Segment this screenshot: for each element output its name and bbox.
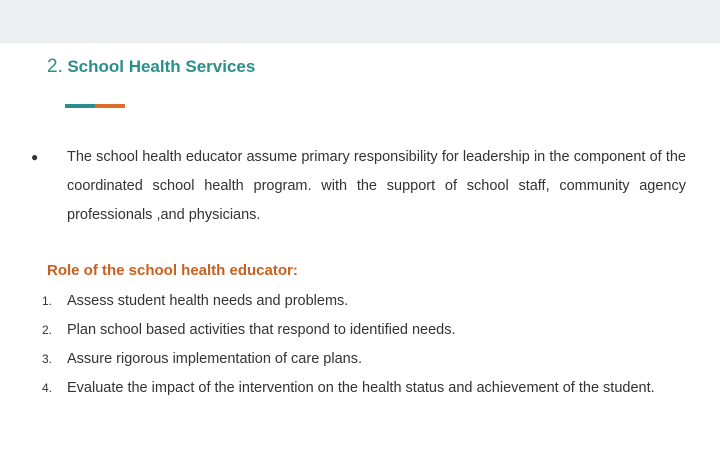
accent-bar-orange: [95, 104, 125, 108]
list-item: [0, 316, 720, 345]
list-item-text: Assess student health needs and problems.: [67, 293, 349, 309]
list-item: [0, 287, 720, 316]
role-list: [0, 287, 720, 403]
list-item: [0, 345, 720, 374]
list-item: [0, 374, 720, 403]
list-item-number: 4.: [42, 381, 53, 395]
list-item-number: 2.: [42, 323, 53, 337]
list-item-text: Assure rigorous implementation of care plans.: [67, 351, 362, 367]
top-band: [0, 0, 720, 43]
accent-bar-teal: [65, 104, 95, 108]
section-title: [47, 56, 255, 78]
list-item-text: Plan school based activities that respond to identified needs.: [67, 322, 456, 338]
title-accent-bar: [65, 104, 125, 108]
section-title-text: School Health Services: [67, 57, 256, 76]
bullet-icon: ●: [31, 150, 39, 164]
list-item-number: 1.: [42, 294, 53, 308]
section-number: 2.: [47, 56, 63, 77]
role-heading: Role of the school health educator:: [47, 262, 298, 279]
list-item-number: 3.: [42, 352, 53, 366]
list-item-text: Evaluate the impact of the intervention on the health status and achievement of the student.: [67, 380, 655, 396]
bullet-paragraph: The school health educator assume primary responsibility for leadership in the component of the coordinated school health program. with the support of school staff, community agency professionals ,and physicians.: [67, 149, 686, 223]
